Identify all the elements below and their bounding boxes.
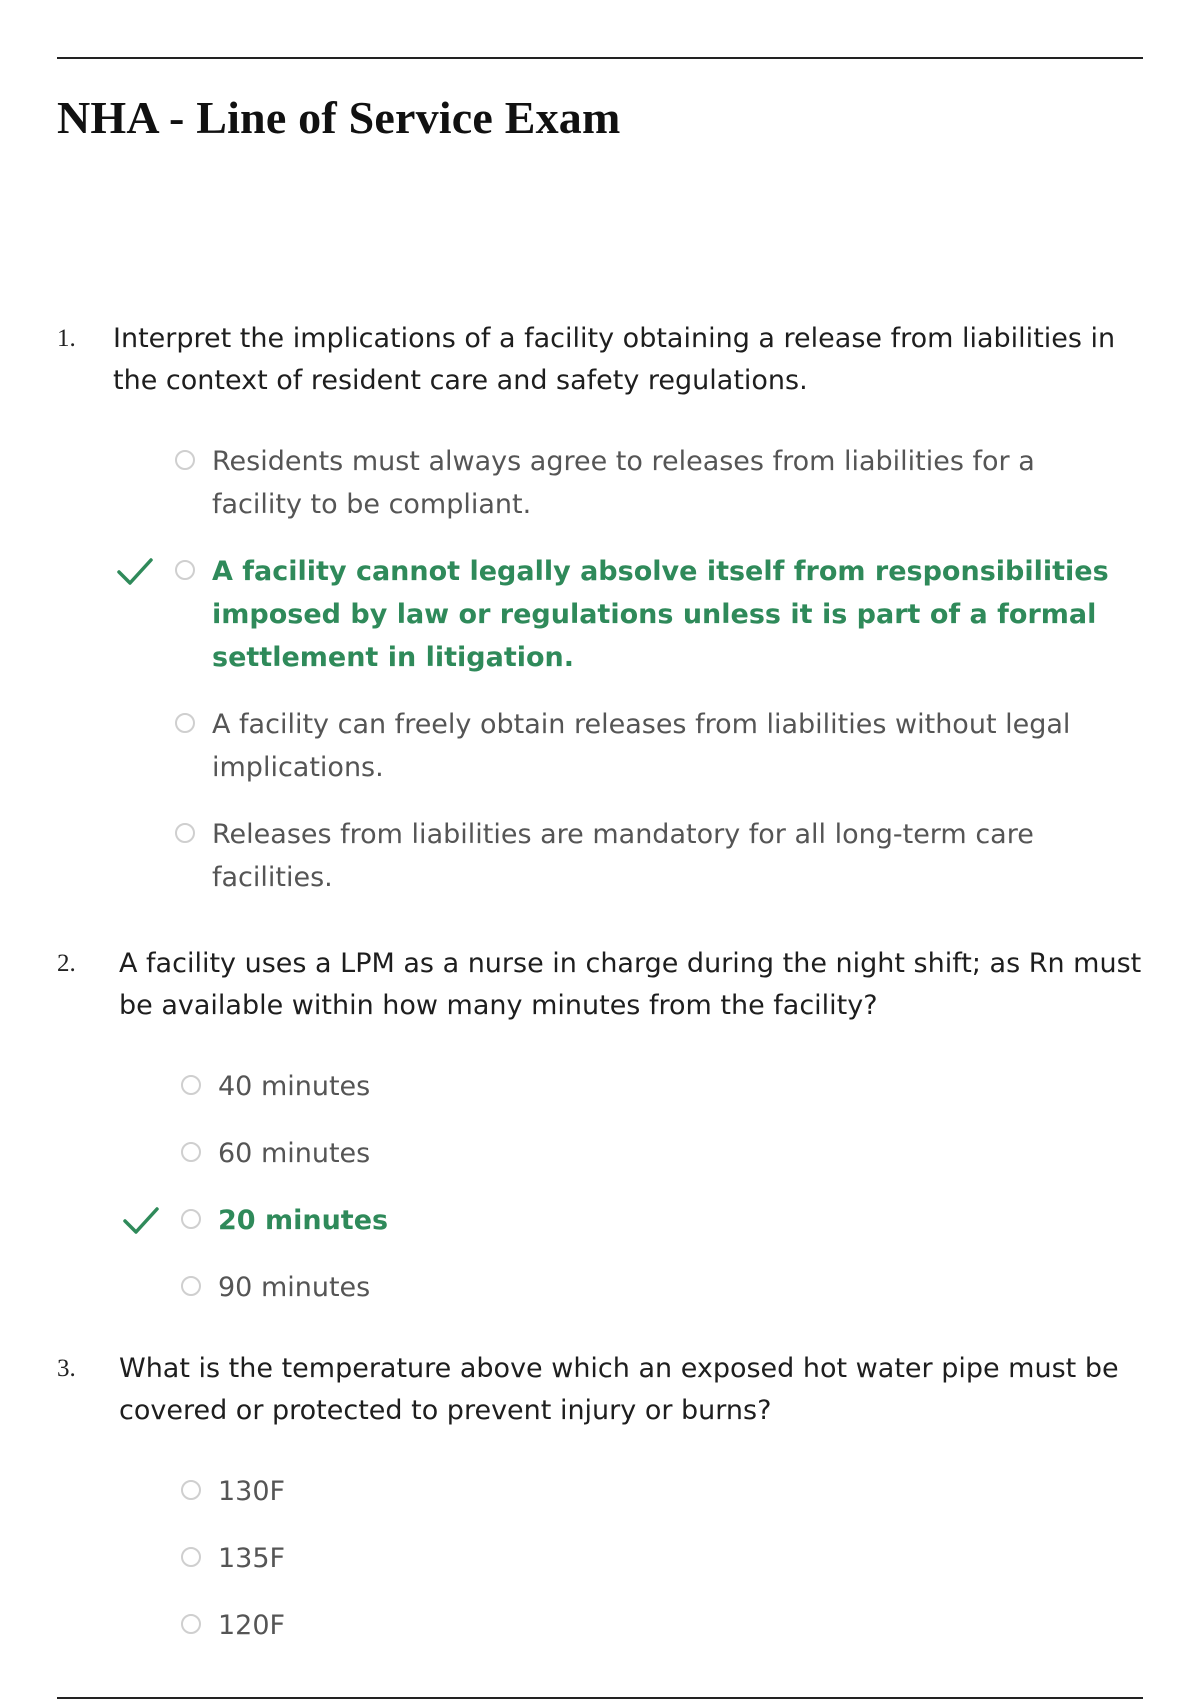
answer-option-label: 90 minutes bbox=[218, 1272, 371, 1303]
question-text: What is the temperature above which an exposed hot water pipe must be covered or protected to prevent injury or burns? bbox=[119, 1353, 1119, 1426]
radio-circle-icon[interactable] bbox=[175, 450, 195, 470]
answer-option[interactable] bbox=[57, 1470, 1143, 1513]
question-text: Interpret the implications of a facility obtaining a release from liabilities in the context of resident care and safety regulations. bbox=[113, 323, 1116, 396]
question-2 bbox=[57, 943, 1143, 1333]
radio-circle-icon[interactable] bbox=[175, 560, 195, 580]
answer-option-label: Residents must always agree to releases from liabilities for a facility to be compliant. bbox=[212, 446, 1035, 520]
radio-circle-icon[interactable] bbox=[175, 713, 195, 733]
document-title: NHA - Line of Service Exam bbox=[57, 92, 621, 143]
question-number: 3. bbox=[57, 1355, 76, 1382]
answer-option[interactable] bbox=[57, 440, 1143, 526]
answer-option[interactable] bbox=[57, 1537, 1143, 1580]
answer-option-label: Releases from liabilities are mandatory for all long-term care facilities. bbox=[212, 819, 1034, 893]
bottom-divider bbox=[57, 1697, 1143, 1699]
radio-circle-icon[interactable] bbox=[181, 1209, 201, 1229]
answer-option-correct[interactable] bbox=[57, 550, 1143, 679]
question-1-options bbox=[57, 440, 1143, 899]
answer-option-label: 40 minutes bbox=[218, 1071, 371, 1102]
question-2-options bbox=[57, 1065, 1143, 1309]
answer-option[interactable] bbox=[57, 703, 1143, 789]
answer-option-label: A facility can freely obtain releases from liabilities without legal implications. bbox=[212, 709, 1071, 783]
top-divider bbox=[57, 57, 1143, 59]
answer-option-correct[interactable] bbox=[57, 1199, 1143, 1242]
answer-option[interactable] bbox=[57, 813, 1143, 899]
question-1 bbox=[57, 318, 1143, 923]
question-1-stem bbox=[57, 318, 1143, 402]
question-number: 2. bbox=[57, 950, 76, 977]
answer-option-label: 120F bbox=[218, 1610, 286, 1641]
checkmark-icon bbox=[115, 552, 155, 592]
question-3-stem bbox=[57, 1348, 1143, 1432]
answer-option-label: A facility cannot legally absolve itself from responsibilities imposed by law or regulations unless it is part of a formal settlement in litigation. bbox=[212, 556, 1109, 673]
checkmark-icon bbox=[121, 1201, 161, 1241]
answer-option-label: 135F bbox=[218, 1543, 286, 1574]
radio-circle-icon[interactable] bbox=[181, 1547, 201, 1567]
answer-option[interactable] bbox=[57, 1132, 1143, 1175]
question-number: 1. bbox=[57, 325, 76, 352]
radio-circle-icon[interactable] bbox=[181, 1276, 201, 1296]
radio-circle-icon[interactable] bbox=[181, 1142, 201, 1162]
radio-circle-icon[interactable] bbox=[181, 1480, 201, 1500]
radio-circle-icon[interactable] bbox=[175, 823, 195, 843]
question-text: A facility uses a LPM as a nurse in charge during the night shift; as Rn must be available within how many minutes from the facility? bbox=[119, 948, 1142, 1021]
radio-circle-icon[interactable] bbox=[181, 1614, 201, 1634]
question-2-stem bbox=[57, 943, 1143, 1027]
answer-option-label: 130F bbox=[218, 1476, 286, 1507]
question-3-options bbox=[57, 1470, 1143, 1647]
answer-option-label: 20 minutes bbox=[218, 1205, 389, 1236]
answer-option[interactable] bbox=[57, 1065, 1143, 1108]
question-3 bbox=[57, 1348, 1143, 1671]
answer-option[interactable] bbox=[57, 1604, 1143, 1647]
radio-circle-icon[interactable] bbox=[181, 1075, 201, 1095]
answer-option[interactable] bbox=[57, 1266, 1143, 1309]
answer-option-label: 60 minutes bbox=[218, 1138, 371, 1169]
